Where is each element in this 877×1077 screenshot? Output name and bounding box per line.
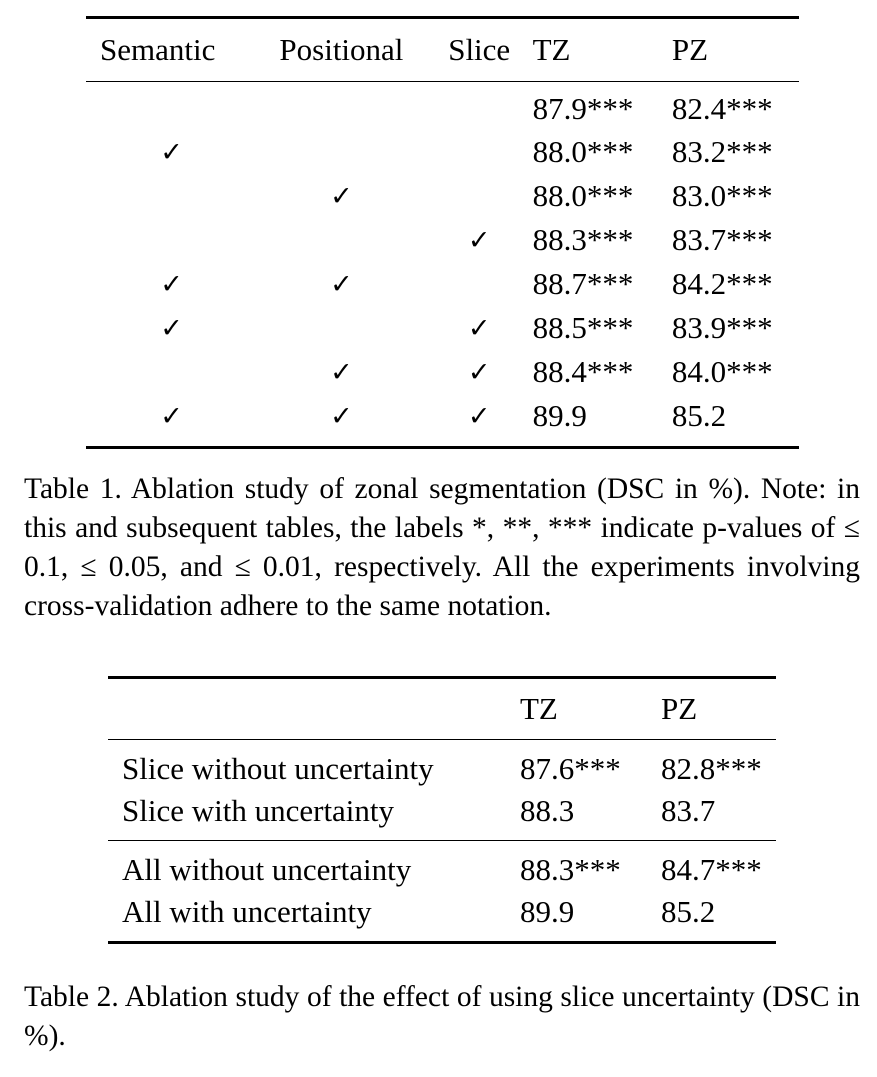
tz-value: 88.7*** [532,266,634,301]
method-name: Slice with uncertainty [108,790,520,841]
pz-value: 83.0*** [671,178,773,213]
pz-value: 82.8*** [661,751,762,786]
check-icon: ✓ [330,181,353,212]
table1-header-row [86,18,799,82]
table2-caption: Table 2. Ablation study of the effect of using slice uncertainty (DSC in %). [24,981,860,1052]
header-slice: Slice [426,18,533,82]
pz-value: 84.7*** [661,852,762,887]
table-row [108,841,776,892]
table2-header-row [108,678,776,740]
header-tz: TZ [533,18,672,82]
check-icon: ✓ [467,313,491,344]
check-icon: ✓ [330,401,353,432]
method-name: All with uncertainty [108,891,520,943]
check-icon: ✓ [330,357,353,388]
check-icon: ✓ [160,401,183,432]
table-row [86,306,799,350]
tz-value-best: 89.9 [520,891,661,943]
ablation-table-uncertainty [108,676,776,944]
table-row [86,350,799,394]
tz-value-best: 89.9 [533,394,672,448]
table1-caption: Table 1. Ablation study of zonal segmentation (DSC in %). Note: in this and subsequent tables, the labels *, **, *** indicate p-values of ≤ 0.1, ≤ 0.05, and ≤ 0.01, respectively. All the experiments involving cross-validation adhere to the same notation. [24,473,860,622]
table-row [108,740,776,791]
tz-value: 88.3*** [532,222,634,257]
table-row [86,218,799,262]
pz-value-best: 83.7 [661,790,776,841]
ablation-table-zonal [86,16,799,449]
header-pz: PZ [672,18,799,82]
check-icon: ✓ [467,225,491,256]
tz-value: 88.0*** [532,134,634,169]
check-icon: ✓ [160,137,183,168]
table-row [108,790,776,841]
table-row [108,891,776,943]
pz-value: 83.9*** [671,310,773,345]
tz-value: 87.9*** [532,91,634,126]
tz-value: 88.3*** [520,852,621,887]
tz-value-best: 88.3 [520,790,661,841]
pz-value: 83.7*** [671,222,773,257]
tz-value: 87.6*** [520,751,621,786]
tz-value: 88.0*** [532,178,634,213]
table-row [86,82,799,131]
tz-value: 88.4*** [532,354,634,389]
header-positional: Positional [257,18,426,82]
pz-value-best: 85.2 [672,394,799,448]
pz-value: 82.4*** [671,91,773,126]
table-row [86,262,799,306]
table-row-best [86,394,799,448]
method-name: All without uncertainty [122,852,412,887]
check-icon: ✓ [467,401,491,432]
check-icon: ✓ [467,357,491,388]
check-icon: ✓ [160,313,183,344]
pz-value-best: 85.2 [661,891,776,943]
pz-value: 84.0*** [671,354,773,389]
header-pz: PZ [661,678,776,740]
pz-value: 84.2*** [671,266,773,301]
method-name: Slice without uncertainty [122,751,434,786]
table-row [86,174,799,218]
header-tz: TZ [520,678,661,740]
pz-value: 83.2*** [671,134,773,169]
check-icon: ✓ [160,269,183,300]
check-icon: ✓ [330,269,353,300]
header-name [108,678,520,740]
tz-value: 88.5*** [532,310,634,345]
table-row [86,130,799,174]
header-semantic: Semantic [86,18,257,82]
